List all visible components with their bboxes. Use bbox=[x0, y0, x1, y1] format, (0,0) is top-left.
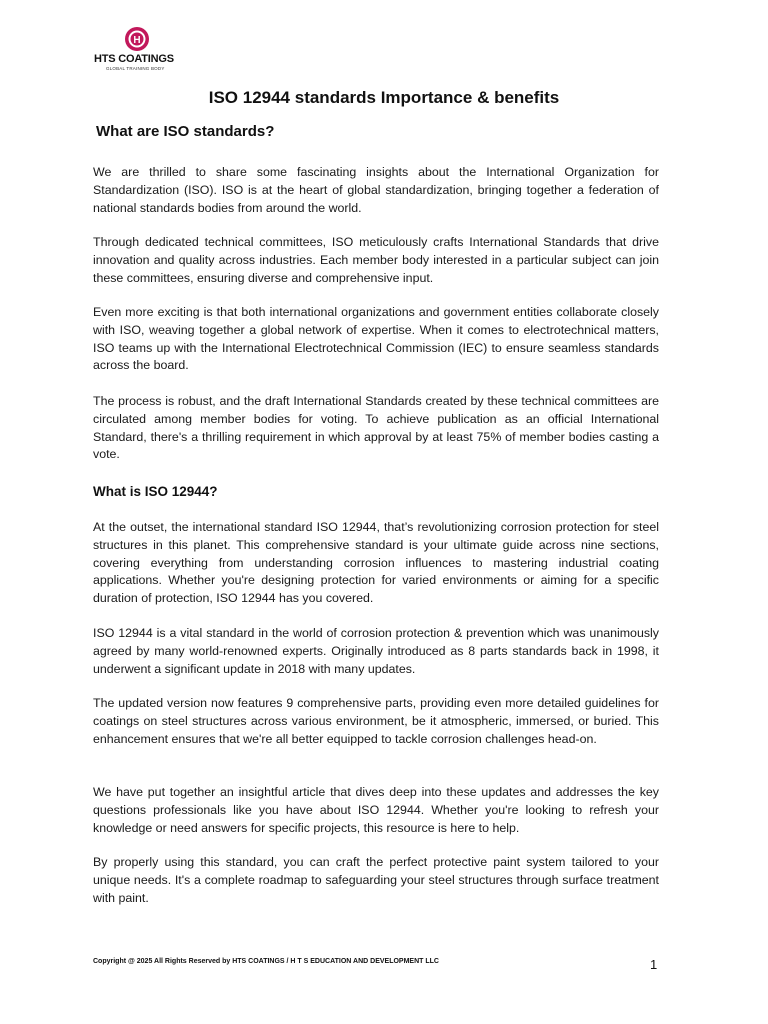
svg-text:H: H bbox=[133, 35, 141, 46]
paragraph: Even more exciting is that both international organizations and government entities collaborate closely with ISO, weaving together a global network of expertise. When it comes to electrotechnical matters, ISO teams up with the International Electrotechnical Commission (IEC) to ensure seamless standards across the board. bbox=[93, 305, 659, 373]
paragraph: By properly using this standard, you can craft the perfect protective paint system tailored to your unique needs. It's a complete roadmap to safeguarding your steel structures through surface treatment with paint. bbox=[93, 855, 659, 905]
paragraph: We are thrilled to share some fascinating insights about the International Organization for Standardization (ISO). ISO is at the heart of global standardization, bringing together a federation of national standards bodies from around the world. bbox=[93, 165, 659, 215]
page-title: ISO 12944 standards Importance & benefits bbox=[208, 88, 560, 107]
paragraph: At the outset, the international standard ISO 12944, that’s revolutionizing corrosion protection for steel structures in this planet. This comprehensive standard is your ultimate guide across nine sections, covering everything from understanding corrosion influences to mastering industrial coating applications. Whether you're designing protection for varied environments or aiming for a specific duration of protection, ISO 12944 has you covered. bbox=[93, 520, 659, 606]
footer-copyright: Copyright @ 2025 All Rights Reserved by HTS COATINGS / H T S EDUCATION AND DEVELOPMENT LLC bbox=[93, 958, 439, 965]
page-number: 1 bbox=[650, 957, 658, 972]
paragraph: We have put together an insightful article that dives deep into these updates and addresses the key questions professionals like you have about ISO 12944. Whether you're looking to refresh your knowledge or need answers for specific projects, this resource is here to help. bbox=[93, 785, 659, 835]
company-logo bbox=[92, 26, 192, 72]
section-heading-iso-12944: What is ISO 12944? bbox=[93, 484, 218, 499]
logo-subtitle: GLOBAL TRAINING BODY bbox=[106, 66, 165, 71]
logo-name: HTS COATINGS bbox=[94, 53, 174, 65]
hts-logo-icon bbox=[124, 26, 150, 52]
paragraph: The process is robust, and the draft International Standards created by these technical committees are circulated among member bodies for voting. To achieve publication as an official International Standard, there's a thrilling requirement in which approval by at least 75% of member bodies casting a vote. bbox=[93, 394, 659, 462]
paragraph: Through dedicated technical committees, ISO meticulously crafts International Standards that drive innovation and quality across industries. Each member body interested in a particular subject can join these committees, ensuring diverse and comprehensive input. bbox=[93, 235, 659, 285]
paragraph: ISO 12944 is a vital standard in the world of corrosion protection & prevention which was unanimously agreed by many world-renowned experts. Originally introduced as 8 parts standards back in 1998, it underwent a significant update in 2018 with many updates. bbox=[93, 626, 659, 676]
section-heading-iso-standards: What are ISO standards? bbox=[96, 123, 275, 140]
paragraph: The updated version now features 9 comprehensive parts, providing even more detailed guidelines for coatings on steel structures across various environment, be it atmospheric, immersed, or buried. This enhancement ensures that we're all better equipped to tackle corrosion challenges head-on. bbox=[93, 696, 659, 746]
